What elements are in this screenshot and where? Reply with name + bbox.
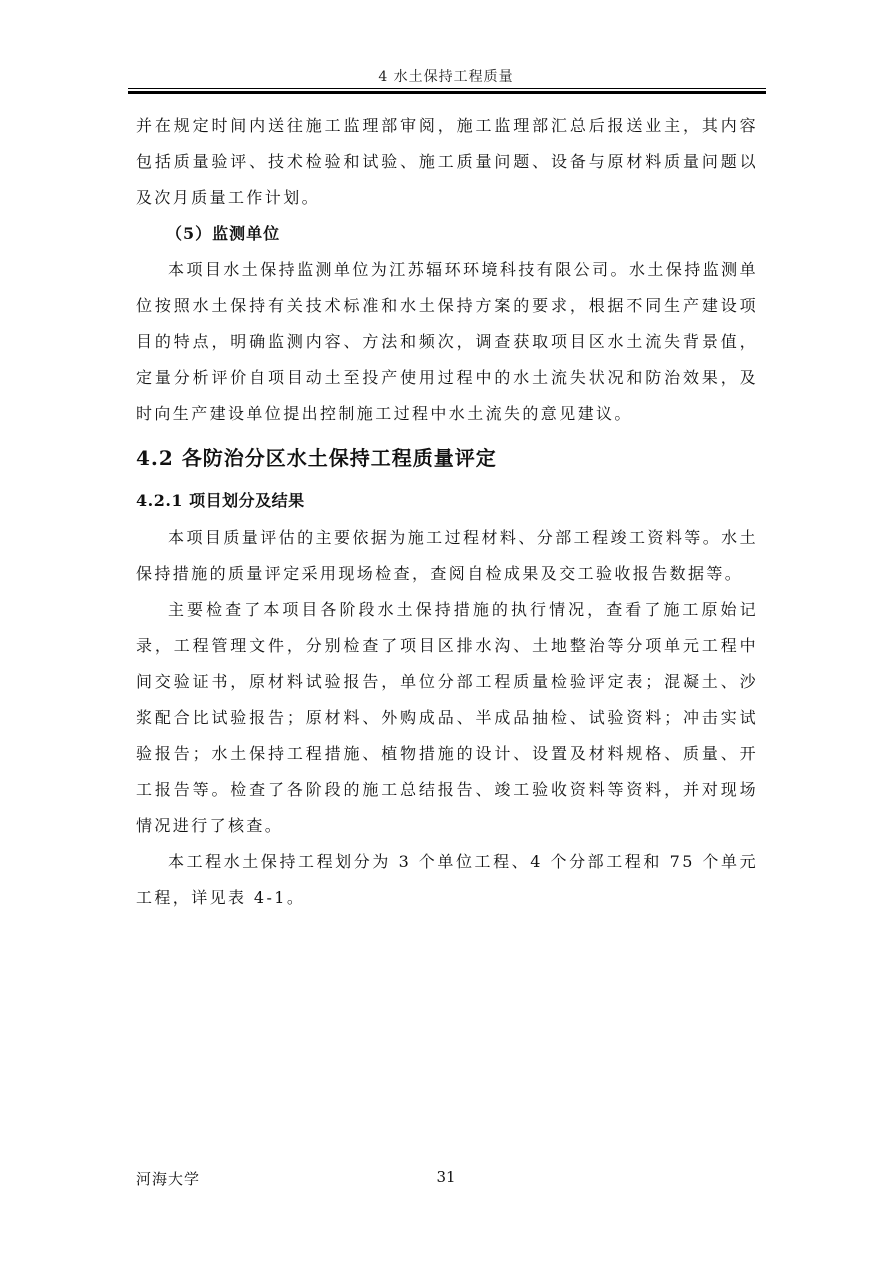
header-rule-thin (128, 88, 766, 89)
paragraph-inspection-details: 主要检查了本项目各阶段水土保持措施的执行情况，查看了施工原始记录，工程管理文件，分别检查了项目区排水沟、土地整治等分项单元工程中间交验证书，原材料试验报告，单位分部工程质量检验评定表；混凝土、沙浆配合比试验报告；原材料、外购成品、半成品抽检、试验资料；冲击实试验报告；水土保持工程措施、植物措施的设计、设置及材料规格、质量、开工报告等。检查了各阶段的施工总结报告、竣工验收资料等资料，并对现场情况进行了核查。 (136, 600, 758, 835)
subsection-heading-4-2-1: 4.2.1 项目划分及结果 (136, 491, 305, 510)
body-content (136, 108, 758, 916)
footer-institution: 河海大学 (136, 1170, 201, 1188)
subheading-monitoring-unit: （5）监测单位 (166, 224, 281, 243)
paragraph-continued: 并在规定时间内送往施工监理部审阅，施工监理部汇总后报送业主，其内容包括质量验评、技术检验和试验、施工质量问题、设备与原材料质量问题以及次月质量工作计划。 (136, 116, 758, 207)
header-rule-thick (128, 91, 766, 94)
section-heading-4-2: 4.2 各防治分区水土保持工程质量评定 (136, 446, 497, 470)
page-number: 31 (436, 1168, 456, 1186)
running-header: 4 水土保持工程质量 (378, 69, 514, 85)
paragraph-monitoring-unit: 本项目水土保持监测单位为江苏辐环环境科技有限公司。水土保持监测单位按照水土保持有关技术标准和水土保持方案的要求，根据不同生产建设项目的特点，明确监测内容、方法和频次，调查获取项目区水土流失背景值，定量分析评价自项目动土至投产使用过程中的水土流失状况和防治效果，及时向生产建设单位提出控制施工过程中水土流失的意见建议。 (136, 260, 758, 423)
paragraph-evaluation-basis: 本项目质量评估的主要依据为施工过程材料、分部工程竣工资料等。水土保持措施的质量评定采用现场检查，查阅自检成果及交工验收报告数据等。 (136, 528, 758, 583)
paragraph-project-division: 本工程水土保持工程划分为 3 个单位工程、4 个分部工程和 75 个单元工程，详见表 4-1。 (136, 852, 758, 907)
